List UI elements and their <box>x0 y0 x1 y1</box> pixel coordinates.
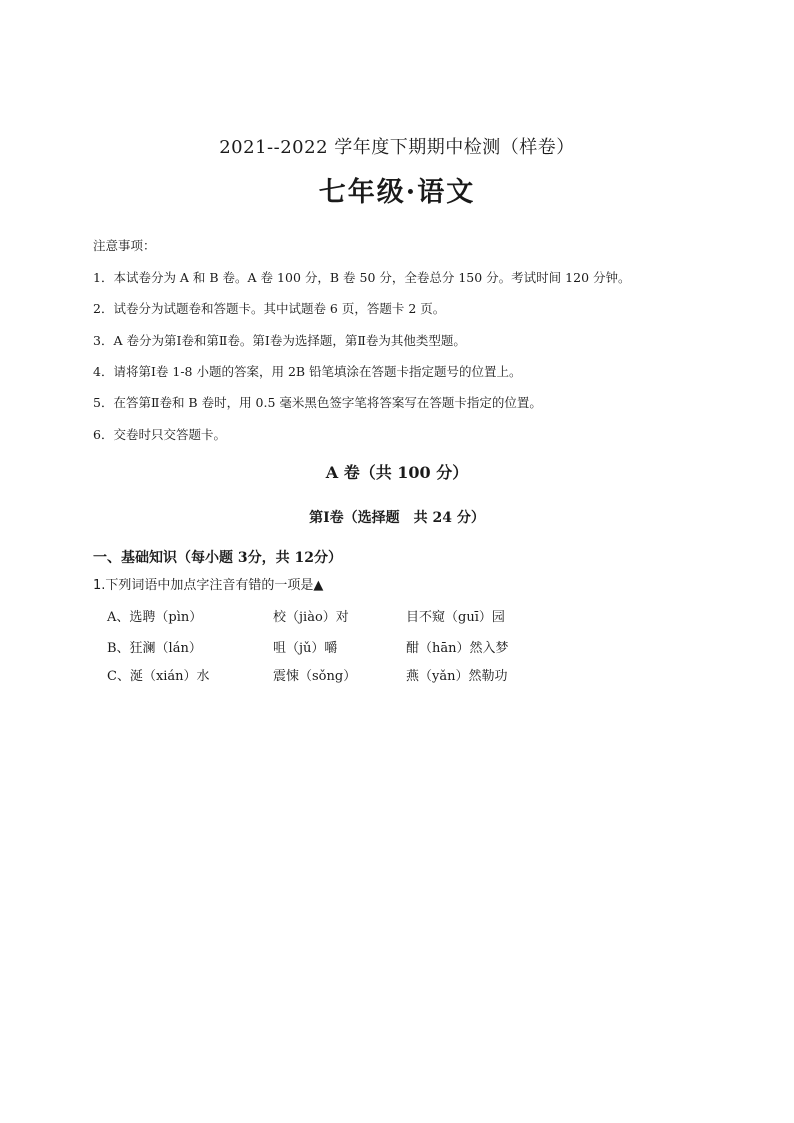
note-item: 3．A 卷分为第Ⅰ卷和第Ⅱ卷。第Ⅰ卷为选择题，第Ⅱ卷为其他类型题。 <box>93 333 466 348</box>
exam-main-title: 七年级·语文 <box>318 177 476 208</box>
notes-heading: 注意事项： <box>93 238 156 253</box>
note-item: 4．请将第Ⅰ卷 1-8 小题的答案，用 2B 铅笔填涂在答题卡指定题号的位置上。 <box>93 364 522 379</box>
section-a-title: A 卷（共 100 分） <box>325 463 469 482</box>
part-one-title: 第Ⅰ卷（选择题 共 24 分） <box>309 510 485 526</box>
option-a-item-1: A、选聘（pìn） <box>107 610 203 625</box>
note-item: 1．本试卷分为 A 和 B 卷。A 卷 100 分，B 卷 50 分，全卷总分 150 分。考试时间 120 分钟。 <box>93 270 631 285</box>
option-b-item-1: B、狂澜（lán） <box>107 641 202 656</box>
option-a-item-3: 目不窥（guī）园 <box>406 610 505 625</box>
option-c-item-1: C、涎（xián）水 <box>107 669 210 684</box>
option-c-item-3: 燕（yǎn）然勒功 <box>406 669 508 684</box>
note-item: 2．试卷分为试题卷和答题卡。其中试题卷 6 页，答题卡 2 页。 <box>93 301 446 316</box>
option-b-item-2: 咀（jǔ）嚼 <box>273 641 338 656</box>
part-one-heading: 一、基础知识（每小题 3分，共 12分） <box>93 550 342 566</box>
option-b-item-3: 酣（hān）然入梦 <box>406 641 509 656</box>
option-a-item-2: 校（jiào）对 <box>273 610 349 625</box>
note-item: 6．交卷时只交答题卡。 <box>93 427 226 442</box>
exam-year-title: 2021--2022 学年度下期期中检测（样卷） <box>219 137 575 158</box>
note-item: 5．在答第Ⅱ卷和 B 卷时，用 0.5 毫米黑色签字笔将答案写在答题卡指定的位置。 <box>93 395 542 410</box>
question-1-stem: 1.下列词语中加点字注音有错的一项是▲ <box>93 578 324 593</box>
option-c-item-2: 震悚（sǒng） <box>273 669 357 684</box>
